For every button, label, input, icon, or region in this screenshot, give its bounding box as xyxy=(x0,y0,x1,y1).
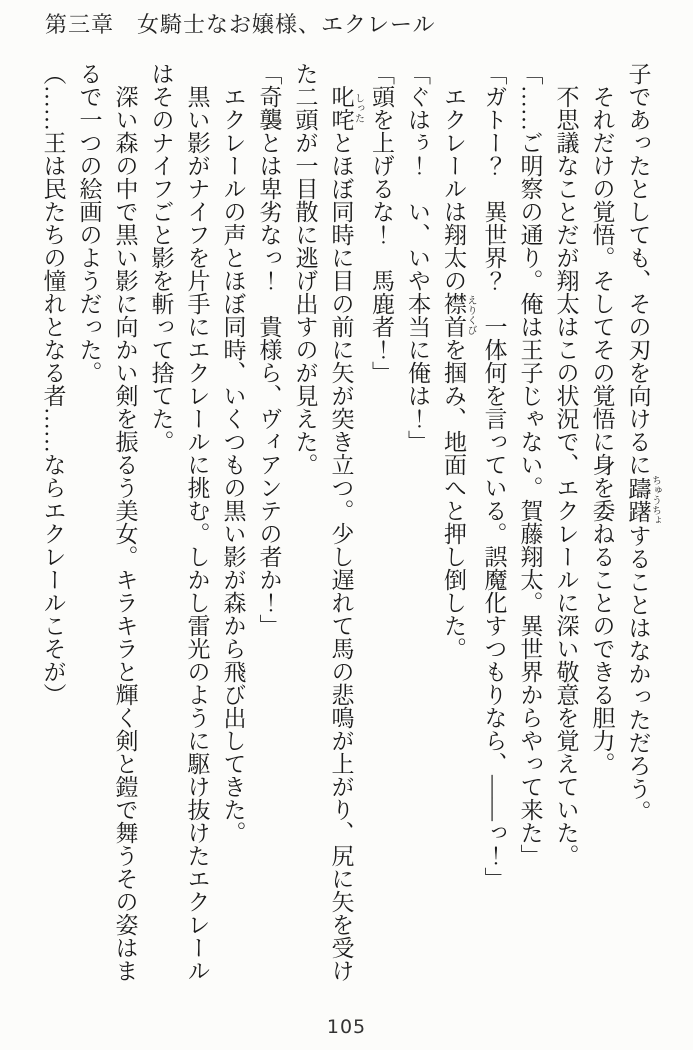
paragraph: 深い森の中で黒い影に向かい剣を振るう美女。キラキラと輝く剣と鎧で舞うその姿はまるで一つの絵画のようだった。 xyxy=(76,62,138,982)
body-text xyxy=(35,62,661,990)
ruby-annotated-word: 襟首 えりくび xyxy=(441,292,476,338)
paragraph: 「奇襲とは卑劣なっ！ 貴様ら、ヴィアンテの者か！」 xyxy=(256,62,282,637)
chapter-header: 第三章 女騎士なお嬢様、エクレール xyxy=(45,12,436,37)
paragraph: 「ガトー？ 異世界？ 一体何を言っている。誤魔化すつもりなら、――っ！」 xyxy=(481,62,507,890)
paragraph: 子であったとしても、その刃を向けるに躊躇 ちゅうちょすることはなかっただろう。 xyxy=(625,62,661,823)
paragraph: 「……ご明察の通り。俺は王子じゃない。賀藤翔太。異世界からやって来た」 xyxy=(517,62,543,867)
paragraph: エクレールは翔太の襟首 えりくびを掴み、地面へと押し倒した。 xyxy=(441,85,476,660)
paragraph: 「頭を上げるな！ 馬鹿者！」 xyxy=(369,62,394,384)
paragraph: エクレールの声とほぼ同時、いくつもの黒い影が森から飛び出してきた。 xyxy=(220,85,246,844)
page-number: 105 xyxy=(326,1016,367,1038)
ruby-annotated-word: 叱咤 しった xyxy=(328,85,364,131)
paragraph: 不思議なことだが翔太はこの状況で、エクレールに深い敬意を覚えていた。 xyxy=(553,85,579,867)
paragraph: 叱咤 しったとほぼ同時に目の前に矢が突き立つ。少し遅れて馬の悲鳴が上がり、尻に矢を受けた二頭が一目散に逃げ出すのが見えた。 xyxy=(292,62,364,982)
ruby-annotated-word: 躊躇 ちゅうちょ xyxy=(625,475,661,525)
paragraph: （……王は民たちの憧れとなる者……ならエクレールこそが） xyxy=(40,62,66,706)
paragraph: 黒い影がナイフを片手にエクレールに挑む。しかし雷光のように駆け抜けたエクレールはそのナイフごと影を斬って捨てた。 xyxy=(148,62,210,982)
paragraph: それだけの覚悟。そしてその覚悟に身を委ねることのできる胆力。 xyxy=(589,85,615,775)
paragraph: 「ぐはぅ！ い、いや本当に俺は！」 xyxy=(405,62,430,453)
